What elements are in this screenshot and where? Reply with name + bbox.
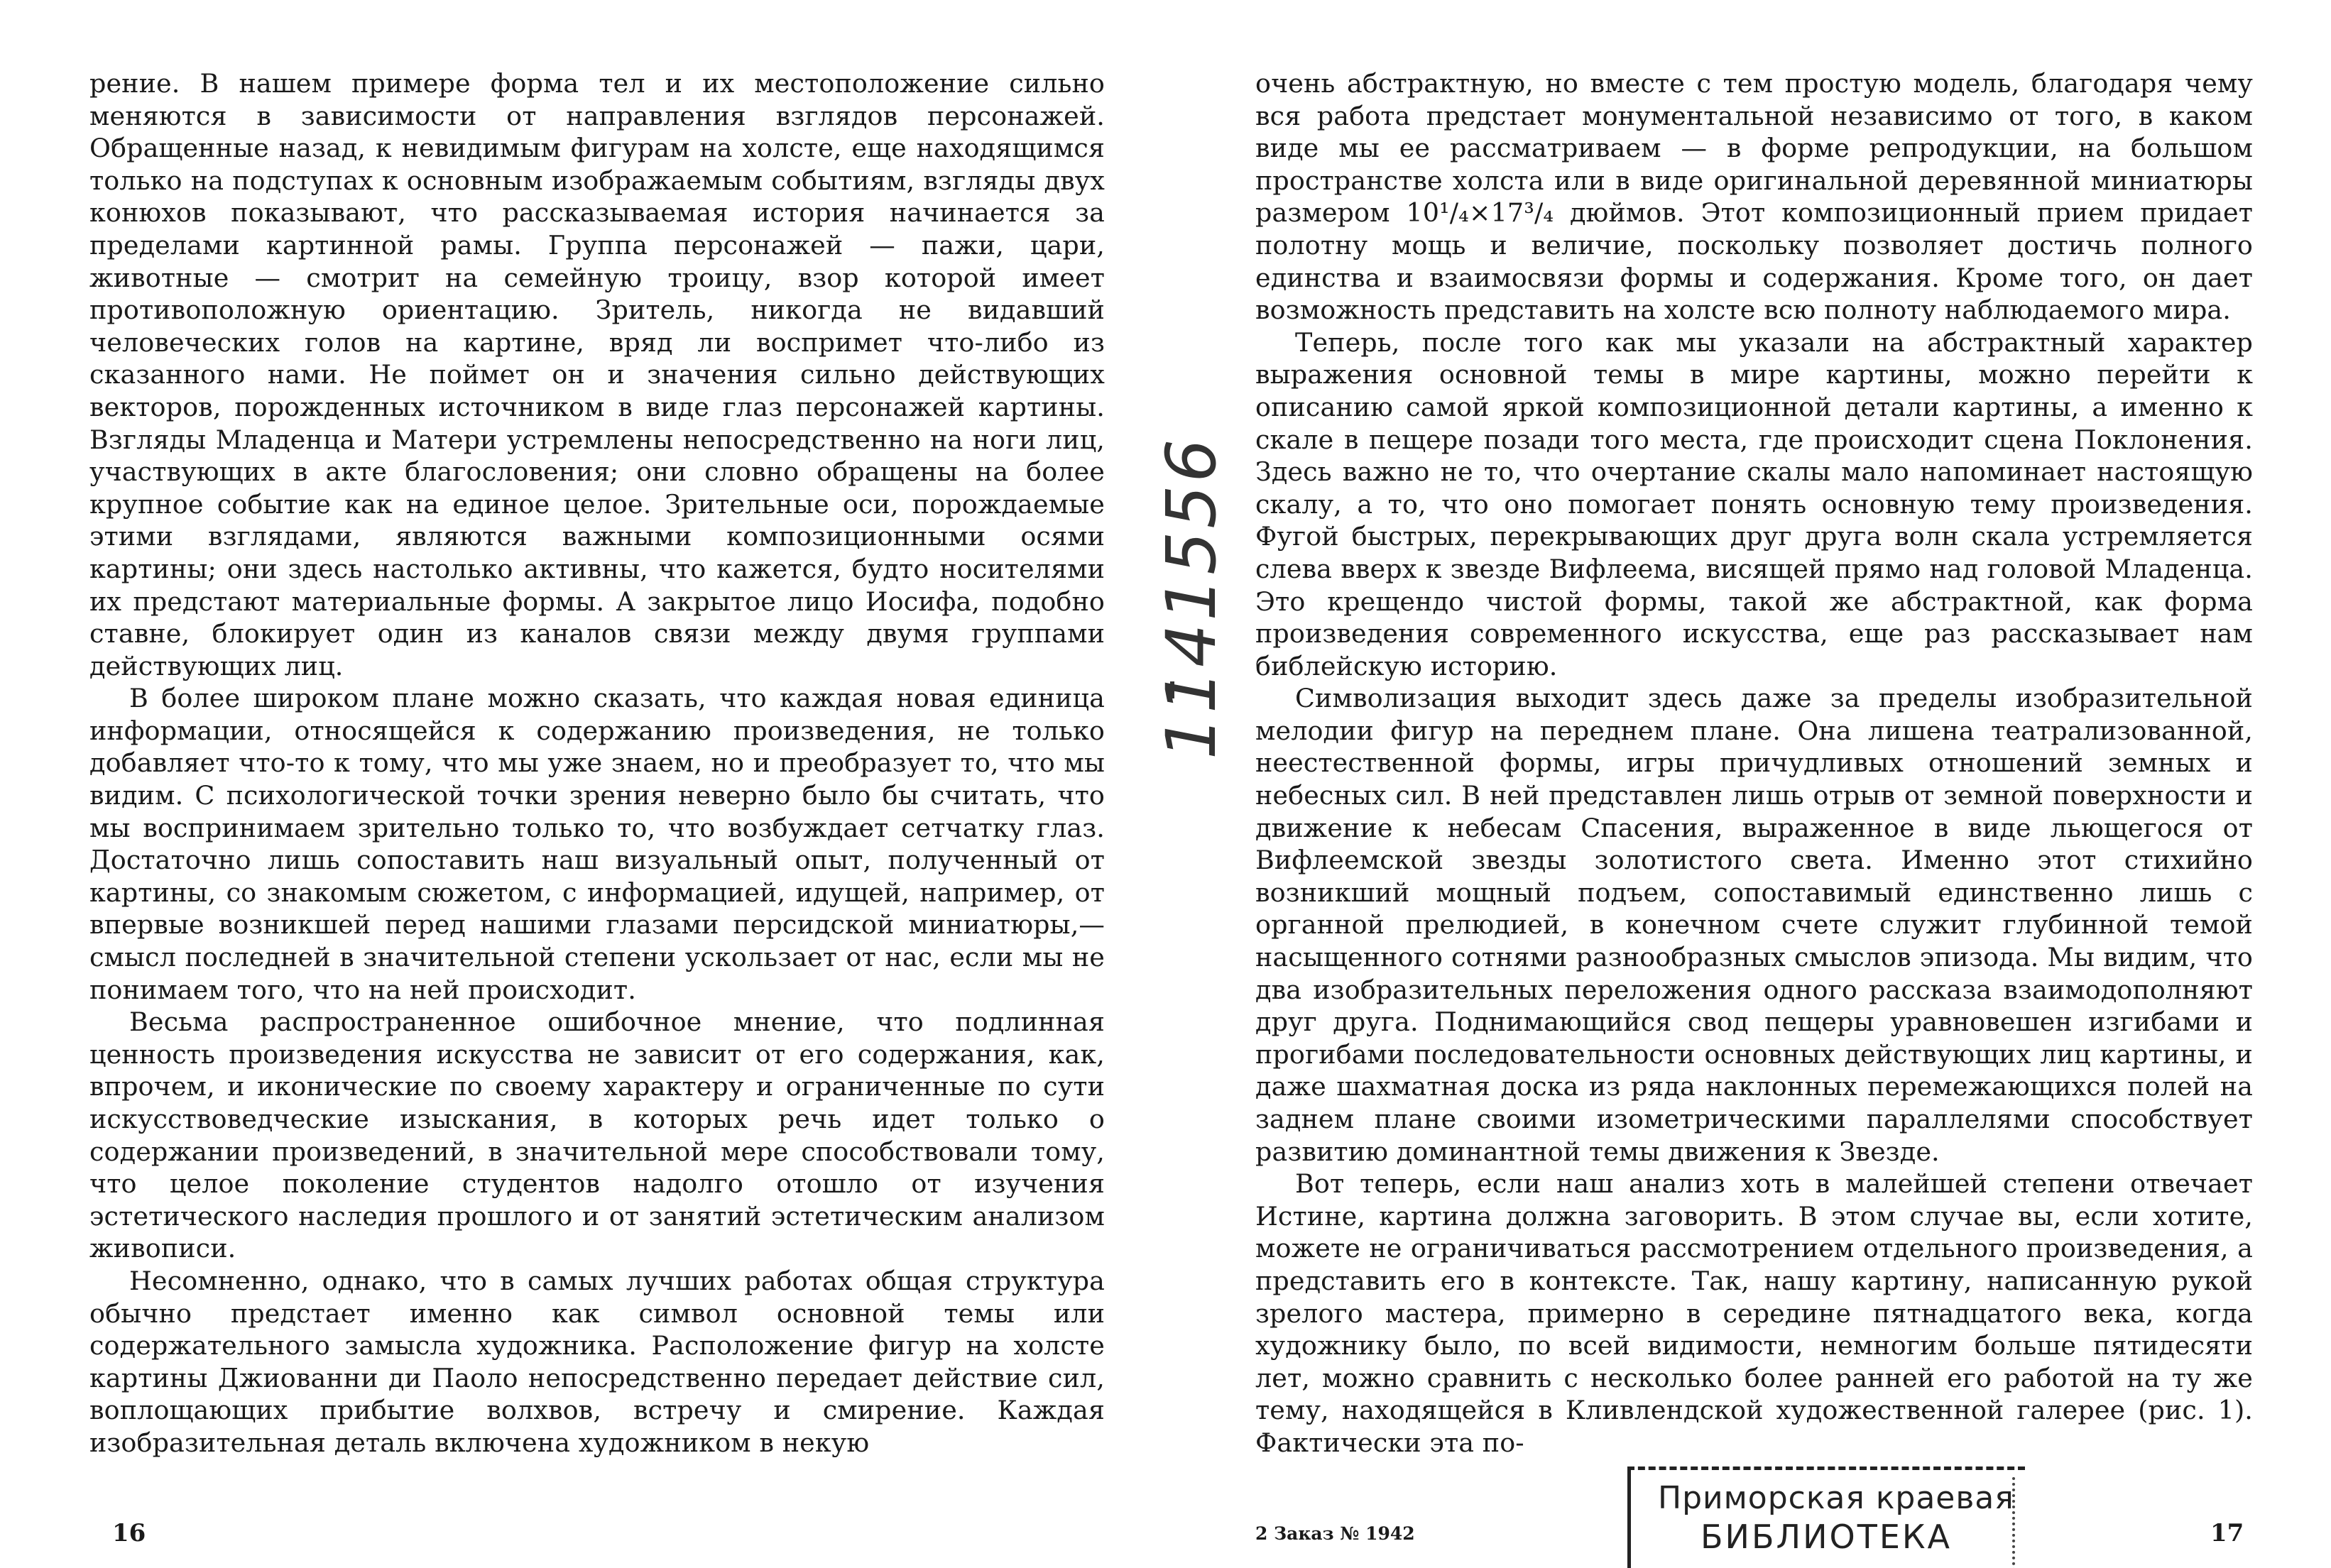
right-page-number: 17 (2210, 1519, 2244, 1547)
left-paragraph-1: рение. В нашем примере форма тел и их местоположение сильно меняются в зависимости от направления взглядов персонажей. Обращенные назад, к невидимым фигурам на холсте, еще находящимся только на подступах к основным изображаемым событиям, взгляды двух конюхов показывают, что рассказываемая история начинается за пределами картинной рамы. Группа персонажей — пажи, цари, животные — смотрит на семейную троицу, взор которой имеет противоположную ориентацию. Зритель, никогда не видавший человеческих голов на картине, вряд ли воспримет что-либо из сказанного нами. Не поймет он и значения сильно действующих векторов, порожденных источником в виде глаз персонажей картины. Взгляды Младенца и Матери устремлены непосредственно на ноги лиц, участвующих в акте благословения; они словно обращены на более крупное событие как на единое целое. Зрительные оси, порождаемые этими взглядами, являются важными композиционными осями картины; они здесь настолько активны, что кажется, будто носителями их предстают материальные формы. А закрытое лицо Иосифа, подобно ставне, блокирует один из каналов связи между двумя группами действующих лиц. (89, 68, 1105, 681)
order-note: 2 Заказ № 1942 (1255, 1523, 1415, 1544)
right-paragraph-4: Вот теперь, если наш анализ хоть в малейшей степени отвечает Истине, картина должна заговорить. В этом случае вы, если хотите, можете не ограничиваться рассмотрением отдельного произведения, а представить его в контексте. Так, нашу картину, написанную рукой зрелого мастера, примерно в середине пятнадцатого века, когда художнику было, по всей видимости, немногим больше пятидесяти лет, можно сравнить с несколько более ранней его работой на ту же тему, находящейся в Кливлендской художественной галерее (рис. 1). Фактически эта по- (1255, 1168, 2253, 1458)
stamp-line-2: БИБЛИОТЕКА (1701, 1518, 1953, 1556)
stamp-line-1: Приморская краевая (1658, 1480, 2014, 1516)
right-page (1255, 67, 2253, 1459)
right-paragraph-3: Символизация выходит здесь даже за пределы изобразительной мелодии фигур на переднем плане. Она лишена театрализованной, неестественной формы, игры причудливых отношений земных и небесных сил. В ней представлен лишь отрыв от земной поверхности и движение к небесам Спасения, выраженное в виде льющегося от Вифлеемской звезды золотистого света. Именно этот стихийно возникший мощный подъем, сопоставимый единственно лишь с органной прелюдией, в конечном счете служит глубинной темой насыщенного сотнями разнообразных смыслов эпизода. Мы видим, что два изобразительных переложения одного рассказа взаимодополняют друг друга. Поднимающийся свод пещеры уравновешен изгибами и прогибами последовательности основных действующих лиц картины, и даже шахматная доска из ряда наклонных перемежающихся полей на заднем плане своими изометрическими параллелями способствует развитию доминантной темы движения к Звезде. (1255, 683, 2253, 1167)
left-paragraph-3: Весьма распространенное ошибочное мнение, что подлинная ценность произведения искусства не зависит от его содержания, как, впрочем, и иконические по своему характеру и ограниченные по сути искусствоведческие изыскания, в которых речь идет только о содержании произведений, в значительной мере способствовали тому, что целое поколение студентов надолго отошло от изучения эстетического наследия прошлого и от занятий эстетическим анализом живописи. (89, 1007, 1105, 1264)
stamp-edge (2007, 1477, 2015, 1568)
handwritten-inventory-number: 1141556 (1152, 436, 1231, 760)
left-paragraph-2: В более широком плане можно сказать, что каждая новая единица информации, относящейся к содержанию произведения, не только добавляет что-то к тому, что мы уже знаем, но и преобразует то, что мы видим. С психологической точки зрения неверно было бы считать, что мы воспринимаем зрительно только то, что возбуждает сетчатку глаз. Достаточно лишь сопоставить наш визуальный опыт, полученный от картины, со знакомым сюжетом, с информацией, идущей, например, от впервые возникшей перед нашими глазами персидской миниатюры,— смысл последней в значительной степени ускользает от нас, если мы не понимаем того, что на ней происходит. (89, 683, 1105, 1005)
right-paragraph-1: очень абстрактную, но вместе с тем простую модель, благодаря чему вся работа предстает монументальной независимо от того, в каком виде мы ее рассматриваем — в форме репродукции, на большом пространстве холста или в виде оригинальной деревянной миниатюры размером 10¹/₄×17³/₄ дюймов. Этот композиционный прием придает полотну мощь и величие, поскольку позволяет достичь полного единства и взаимосвязи формы и содержания. Кроме того, он дает возможность представить на холсте всю полноту наблюдаемого мира. (1255, 68, 2253, 326)
library-stamp (1627, 1466, 2025, 1568)
left-page (89, 67, 1105, 1459)
left-paragraph-4: Несомненно, однако, что в самых лучших работах общая структура обычно предстает именно как символ основной темы или содержательного замысла художника. Расположение фигур на холсте картины Джиованни ди Паоло непосредственно передает действие сил, воплощающих прибытие волхвов, встречу и смирение. Каждая изобразительная деталь включена художником в некую (89, 1265, 1105, 1458)
right-paragraph-2: Теперь, после того как мы указали на абстрактный характер выражения основной темы в мире картины, можно перейти к описанию самой яркой композиционной детали картины, а именно к скале в пещере позади того места, где происходит сцена Поклонения. Здесь важно не то, что очертание скалы мало напоминает настоящую скалу, а то, что оно помогает понять основную тему произведения. Фугой быстрых, перекрывающих друг друга волн скала устремляется слева вверх к звезде Вифлеема, висящей прямо над головой Младенца. Это крещендо чистой формы, такой же абстрактной, как форма произведения современного искусства, еще раз рассказывает нам библейскую историю. (1255, 327, 2253, 681)
left-page-number: 16 (112, 1519, 146, 1547)
